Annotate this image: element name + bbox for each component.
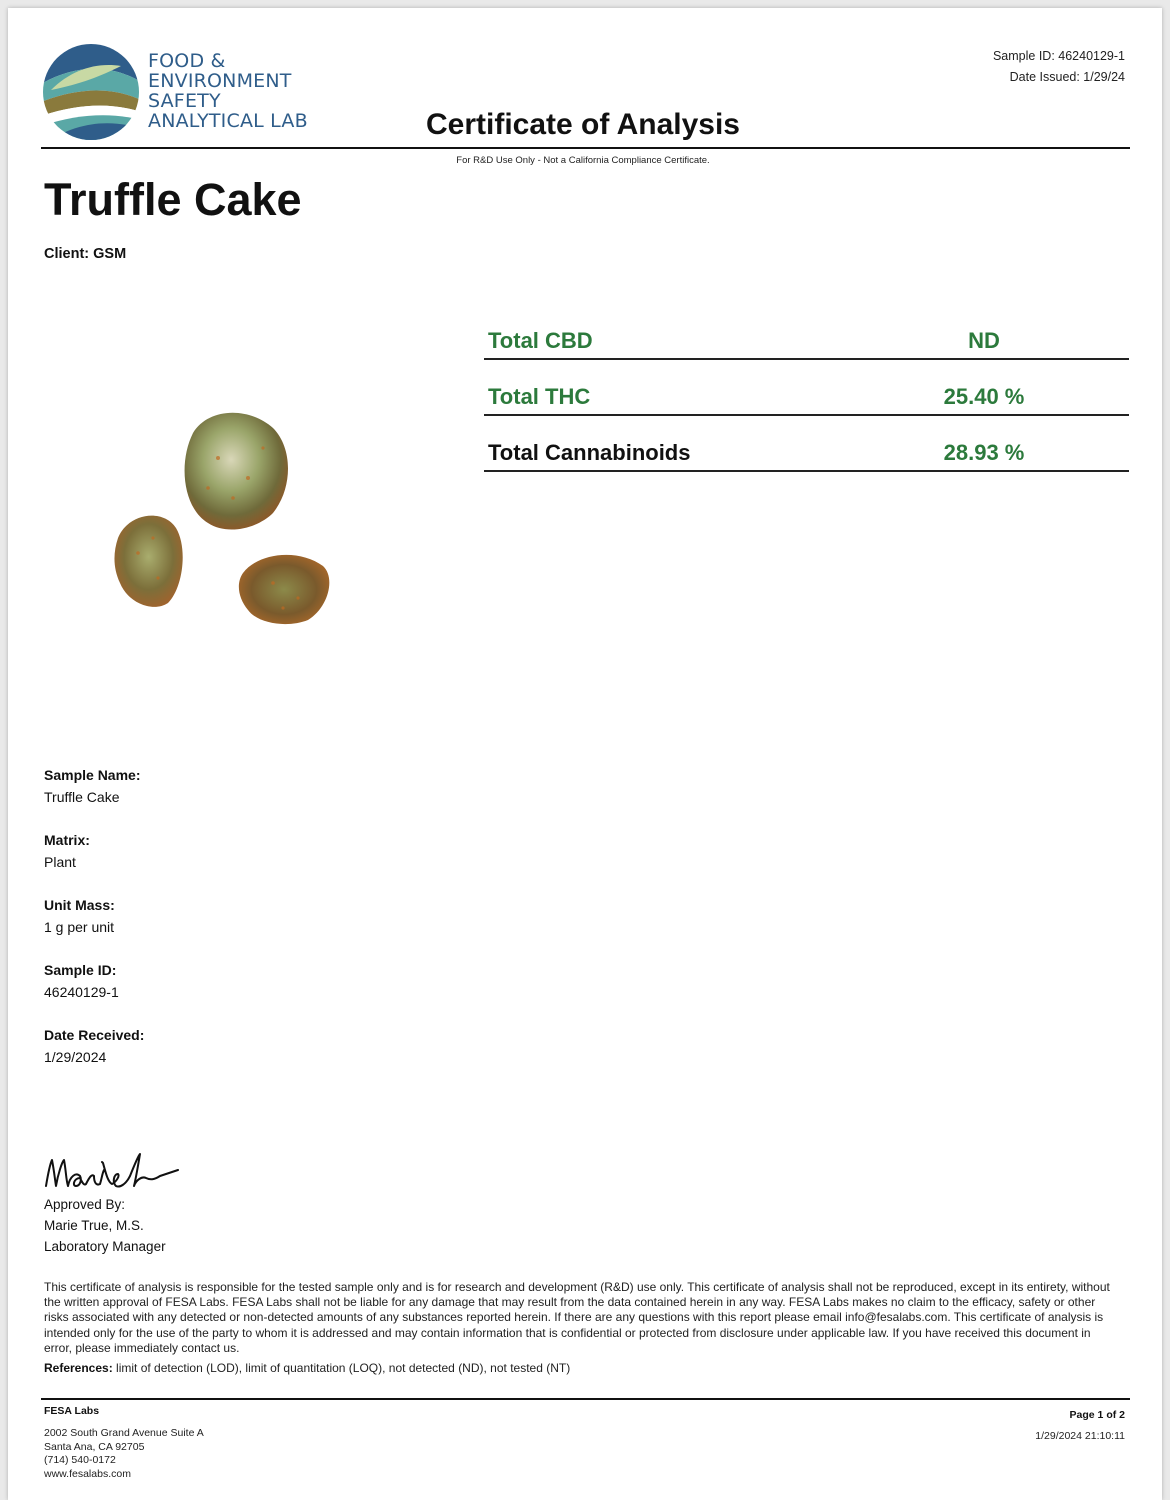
references-label: References: (44, 1361, 113, 1375)
references-text: limit of detection (LOD), limit of quantitation (LOQ), not detected (ND), not tested (NT) (112, 1361, 571, 1375)
bud-left (114, 516, 182, 607)
sample-info (44, 766, 144, 1091)
info-value: 46240129-1 (44, 984, 119, 1000)
document-title-text: Certificate of Analysis (426, 108, 740, 141)
info-label: Date Received: (44, 1027, 145, 1043)
lab-name-line-3: SAFETY (148, 90, 221, 112)
references (44, 1361, 570, 1375)
summary-value: 28.93 % (943, 440, 1025, 465)
info-label: Sample Name: (44, 767, 141, 783)
summary-label: Total Cannabinoids (488, 440, 691, 465)
info-date-received (44, 1026, 144, 1091)
summary-value: ND (968, 328, 1000, 353)
info-value: Truffle Cake (44, 789, 120, 805)
summary-row-cbd (484, 306, 1129, 360)
footer-divider (41, 1398, 1130, 1400)
info-unit-mass (44, 896, 144, 961)
compliance-notice: For R&D Use Only - Not a California Compliance Certificate. (456, 155, 710, 166)
info-value: 1 g per unit (44, 919, 115, 935)
lab-name-line-1: FOOD & (148, 50, 226, 72)
info-label: Unit Mass: (44, 897, 115, 913)
header-date-issued: Date Issued: 1/29/24 (1009, 70, 1125, 84)
approver-name: Marie True, M.S. (44, 1218, 144, 1233)
document-title (8, 108, 1158, 142)
header-sample-id: Sample ID: 46240129-1 (992, 49, 1125, 63)
footer-page-info (1035, 1405, 1125, 1447)
info-label: Matrix: (44, 832, 90, 848)
info-matrix (44, 831, 144, 896)
footer-website[interactable]: www.fesalabs.com (44, 1468, 131, 1481)
page-number: Page 1 of 2 (1069, 1409, 1125, 1421)
info-sample-name (44, 766, 144, 831)
bud-right (239, 555, 329, 624)
product-name: Truffle Cake (44, 174, 302, 225)
lab-name-line-2: ENVIRONMENT (148, 70, 292, 92)
approved-by-label: Approved By: (44, 1197, 126, 1212)
summary-label: Total CBD (488, 328, 593, 353)
sample-photo (98, 388, 358, 628)
footer-company: FESA Labs (44, 1405, 100, 1417)
legal-disclaimer: This certificate of analysis is responsible for the tested sample only and is for research and development (R&D) use only. This certificate of analysis shall not be reproduced, except in its entirety, without the written approval of FESA Labs. FESA Labs shall not be liable for any damage that may result from the data contained herein in any way. FESA Labs makes no claim to the efficacy, safety or other risks associated with any detected or non-detected amounts of any substances reported herein. If there are any questions with this report please email info@fesalabs.com. This certificate of analysis is intended only for the use of the party to whom it is addressed and may contain information that is confidential or protected from disclosure under applicable law. If you have received this document in error, please immediately contact us. (44, 1280, 1110, 1355)
cannabinoid-summary (484, 306, 1129, 474)
info-value: Plant (44, 854, 76, 870)
certificate-page (8, 8, 1162, 1500)
bud-large (185, 413, 288, 530)
footer-timestamp: 1/29/2024 21:10:11 (1035, 1430, 1125, 1442)
summary-row-thc (484, 362, 1129, 416)
approver-title: Laboratory Manager (44, 1239, 166, 1254)
header-meta (993, 46, 1125, 88)
footer-address-line-1: 2002 South Grand Avenue Suite A (44, 1426, 204, 1439)
approval-block (44, 1194, 166, 1257)
summary-value: 25.40 % (943, 384, 1025, 409)
footer-address-line-2: Santa Ana, CA 92705 (44, 1440, 145, 1453)
info-sample-id (44, 961, 144, 1026)
lab-name-line-4: ANALYTICAL LAB (148, 110, 308, 132)
info-value: 1/29/2024 (44, 1049, 107, 1065)
header-divider (41, 147, 1130, 149)
footer-address (44, 1405, 204, 1482)
summary-row-total (484, 418, 1129, 472)
footer-phone: (714) 540-0172 (44, 1454, 116, 1467)
client-name: Client: GSM (44, 246, 127, 262)
summary-label: Total THC (488, 384, 591, 409)
info-label: Sample ID: (44, 962, 117, 978)
